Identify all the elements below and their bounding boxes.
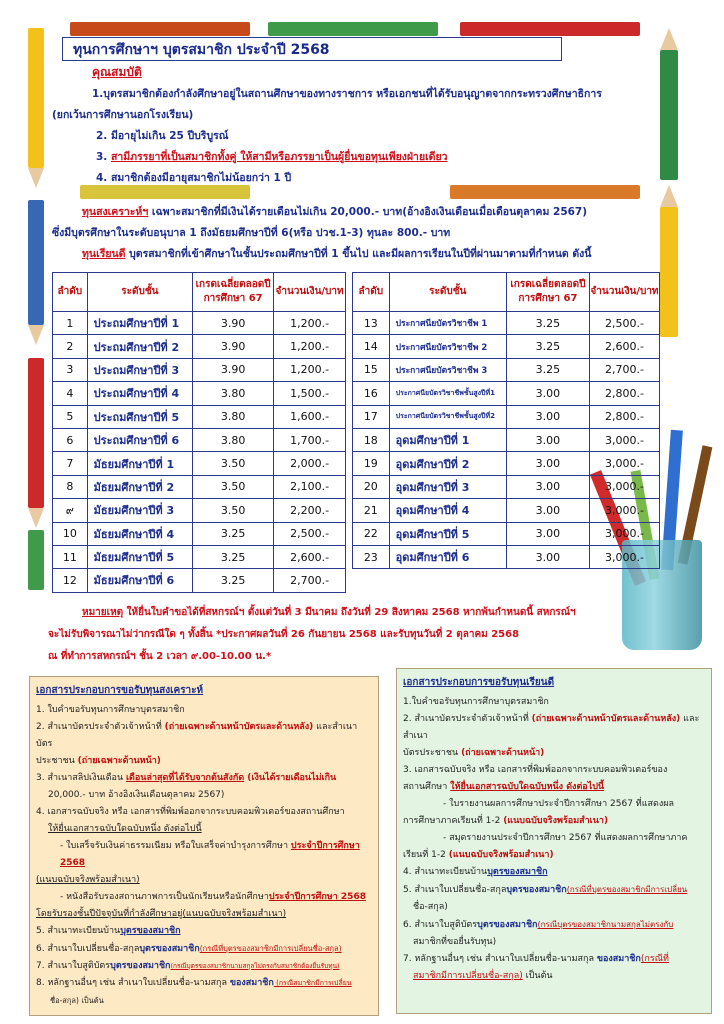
qualification-1: 1.บุตรสมาชิกต้องกำลังศึกษาอยู่ในสถานศึกษาของทางราชการ หรือเอกชนที่ได้รับอนุญาตจากกระทรวงศึกษาธิการ — [92, 88, 602, 100]
qualifications-heading: คุณสมบัติ — [92, 65, 142, 79]
scholar-doc-3-sub2-cont — [403, 847, 705, 864]
text: ประจำปีการศึกษา 2568 — [268, 892, 366, 902]
table-row — [53, 522, 346, 545]
cell-amount: 3,000.- — [589, 545, 659, 568]
cell-grade: 3.00 — [506, 405, 589, 428]
welfare-doc-8-cont: ชื่อ-สกุล) เป็นต้น — [50, 996, 104, 1005]
cell-no: 21 — [353, 499, 390, 522]
welfare-documents-box — [29, 676, 379, 1016]
cell-amount: 3,000.- — [589, 452, 659, 475]
cell-grade: 3.00 — [506, 522, 589, 545]
scholar-doc-4 — [403, 864, 705, 881]
qualification-3 — [96, 147, 448, 168]
scholar-doc-5 — [403, 881, 705, 899]
text: เป็นต้น — [522, 971, 553, 981]
scholarship-table-left — [52, 272, 346, 593]
cell-amount: 3,000.- — [589, 428, 659, 451]
text: บุตรของสมาชิก — [477, 920, 538, 930]
table-row — [53, 545, 346, 568]
scholar-doc-3-cont — [403, 779, 705, 796]
cell-level: อุดมศึกษาปีที่ 2 — [389, 452, 506, 475]
welfare-doc-4-sub2 — [36, 889, 372, 906]
cell-level: ประถมศึกษาปีที่ 5 — [87, 405, 192, 428]
scholar-doc-7-cont — [403, 968, 705, 985]
welfare-doc-2 — [36, 719, 372, 753]
cell-level: ประกาศนียบัตรวิชาชีพ 3 — [389, 358, 506, 381]
cell-level: อุดมศึกษาปีที่ 5 — [389, 522, 506, 545]
cell-no: 10 — [53, 522, 88, 545]
cell-amount: 2,800.- — [589, 382, 659, 405]
table-row — [53, 428, 346, 451]
pencil-decoration — [660, 50, 678, 180]
cell-level: ประถมศึกษาปีที่ 1 — [87, 312, 192, 335]
table-row — [353, 428, 660, 451]
welfare-line-1 — [82, 202, 587, 223]
cell-level: ประถมศึกษาปีที่ 3 — [87, 358, 192, 381]
cell-level: มัธยมศึกษาปีที่ 6 — [87, 569, 192, 592]
cell-grade: 3.90 — [193, 335, 274, 358]
welfare-doc-3-cont: 20,000.- บาท อ้างอิงเงินเดือนตุลาคม 2567) — [48, 790, 225, 800]
cell-no: 12 — [53, 569, 88, 592]
text: ของสมาชิก — [596, 954, 641, 964]
cell-level: ประกาศนียบัตรวิชาชีพชั้นสูงปีที่2 — [389, 405, 506, 428]
text: และสำเนาบัตร — [36, 722, 358, 749]
cell-level: มัธยมศึกษาปีที่ 4 — [87, 522, 192, 545]
page-title: ทุนการศึกษาฯ บุตรสมาชิก ประจำปี 2568 — [62, 37, 562, 61]
scholarship-documents-box — [396, 668, 712, 1014]
text: เดือนล่าสุดที่ได้รับจากต้นสังกัด — [125, 773, 245, 783]
welfare-doc-6 — [36, 940, 372, 958]
welfare-text: เฉพาะสมาชิกที่มีเงินได้รายเดือนไม่เกิน 20,000.- บาท(อ้างอิงเงินเดือนเมื่อเดือนตุลาคม 2567) — [148, 206, 588, 218]
qualification-1-cont: (ยกเว้นการศึกษานอกโรงเรียน) — [52, 109, 194, 121]
cell-grade: 3.25 — [506, 358, 589, 381]
scholarship-line — [82, 244, 591, 265]
welfare-doc-4-sub2-cont: โดยรับรองชั้นปีปัจจุบันที่กำลังศึกษาอยู่(แนบฉบับจริงพร้อมสำเนา) — [36, 909, 287, 919]
text: บุตรของสมาชิก — [139, 944, 200, 954]
pencil-decoration — [268, 22, 438, 36]
text: 6. สำเนาใบเปลี่ยนชื่อ-สกุล — [36, 944, 140, 954]
table-row — [53, 569, 346, 592]
text: การศึกษาภาคเรียนที่ 1-2 — [403, 816, 504, 826]
text: สถานศึกษา — [403, 782, 451, 792]
cell-amount: 2,000.- — [274, 452, 346, 475]
cell-grade: 3.00 — [506, 475, 589, 498]
text: 7. หลักฐานอื่นๆ เช่น สำเนาใบเปลี่ยนชื่อ-นามสกุล — [403, 954, 597, 964]
table-row — [353, 452, 660, 475]
table-row — [53, 452, 346, 475]
cell-no: 4 — [53, 382, 88, 405]
cell-amount: 2,600.- — [274, 545, 346, 568]
cell-level: ประถมศึกษาปีที่ 2 — [87, 335, 192, 358]
welfare-doc-5 — [36, 923, 372, 940]
table-row — [353, 405, 660, 428]
welfare-doc-8 — [36, 975, 372, 992]
cell-no: 17 — [353, 405, 390, 428]
pencil-decoration — [450, 185, 640, 199]
cell-amount: 2,500.- — [274, 522, 346, 545]
cell-amount: 2,500.- — [589, 312, 659, 335]
qualification-4: 4. สมาชิกต้องมีอายุสมาชิกไม่น้อยกว่า 1 ปี — [96, 172, 292, 184]
text: (กรณีบุตรของสมาชิกนามสกุลไม่ตรงกับสมาชิกต้องยื่นรับทุน) — [170, 962, 340, 970]
note-line-1 — [82, 602, 576, 623]
cell-amount: 1,200.- — [274, 312, 346, 335]
text: บุตรของสมาชิก — [487, 867, 548, 877]
cell-amount: 1,200.- — [274, 358, 346, 381]
cell-amount: 3,000.- — [589, 522, 659, 545]
cell-no: 11 — [53, 545, 88, 568]
cell-no: 6 — [53, 428, 88, 451]
cell-no: 14 — [353, 335, 390, 358]
cell-no: 3 — [53, 358, 88, 381]
scholar-docs-heading: เอกสารประกอบการขอรับทุนเรียนดี — [403, 677, 555, 688]
cell-amount: 2,100.- — [274, 475, 346, 498]
text: (ถ่ายเฉพาะด้านหน้า) — [77, 756, 161, 766]
welfare-line-2: ซึ่งมีบุตรศึกษาในระดับอนุบาล 1 ถึงมัธยมศึกษาปีที่ 6(หรือ ปวช.1-3) ทุนละ 800.- บาท — [52, 227, 451, 239]
col-grade: เกรดเฉลี่ยตลอดปีการศึกษา 67 — [193, 273, 274, 312]
text: (เงินได้รายเดือนไม่เกิน — [244, 773, 337, 783]
text: ของสมาชิก — [229, 978, 274, 988]
cell-grade: 3.00 — [506, 545, 589, 568]
welfare-doc-4-sub1-cont: (แนบฉบับจริงพร้อมสำเนา) — [36, 875, 140, 885]
table-row — [353, 499, 660, 522]
welfare-doc-4-sub1 — [36, 838, 372, 872]
text: (กรณีที่ — [640, 954, 669, 964]
pencil-decoration — [28, 200, 44, 325]
qualification-2: 2. มีอายุไม่เกิน 25 ปีบริบูรณ์ — [96, 130, 229, 142]
table-row — [353, 545, 660, 568]
cell-amount: 1,200.- — [274, 335, 346, 358]
cell-amount: 1,700.- — [274, 428, 346, 451]
qualification-3-text: สามีภรรยาที่เป็นสมาชิกทั้งคู่ ให้สามีหรือภรรยาเป็นผู้ยื่นขอทุนเพียงฝ่ายเดียว — [110, 151, 448, 163]
cell-amount: 3,000.- — [589, 499, 659, 522]
note-text-1: ให้ยื่นใบคำขอได้ที่สหกรณ์ฯ ตั้งแต่วันที่ 3 มีนาคม ถึงวันที่ 29 สิงหาคม 2568 หากพ้นกำหนดนี้ สหกรณ์ฯ — [123, 607, 576, 618]
cell-grade: 3.25 — [193, 569, 274, 592]
table-row — [353, 522, 660, 545]
text: 3. สำเนาสลิปเงินเดือน — [36, 773, 126, 783]
cell-grade: 3.90 — [193, 312, 274, 335]
table-row — [53, 335, 346, 358]
welfare-doc-2-cont — [36, 753, 372, 770]
cell-no: 22 — [353, 522, 390, 545]
cell-no: 13 — [353, 312, 390, 335]
table-row — [353, 312, 660, 335]
text: 8. หลักฐานอื่นๆ เช่น สำเนาใบเปลี่ยนชื่อ-นามสกุล — [36, 978, 230, 988]
welfare-label: ทุนสงเคราะห์ฯ — [82, 206, 149, 218]
text: 4. สำเนาทะเบียนบ้าน — [403, 867, 488, 877]
qualification-3-prefix: 3. — [96, 151, 111, 163]
text: (ถ่ายเฉพาะด้านหน้าบัตรและด้านหลัง) — [531, 714, 681, 724]
scholar-doc-5-cont: ชื่อ-สกุล) — [413, 902, 448, 912]
scholarship-table-right — [352, 272, 660, 569]
scholar-doc-2-cont — [403, 745, 705, 762]
text: (กรณีที่บุตรของสมาชิกมีการเปลี่ยนชื่อ-สกุล) — [199, 944, 342, 953]
table-row — [53, 475, 346, 498]
welfare-docs-heading: เอกสารประกอบการขอรับทุนสงเคราะห์ — [36, 685, 204, 696]
cell-no: 7 — [53, 452, 88, 475]
scholar-doc-3: 3. เอกสารฉบับจริง หรือ เอกสารที่พิมพ์ออกจากระบบคอมพิวเตอร์ของ — [403, 765, 668, 775]
cell-no: 18 — [353, 428, 390, 451]
scholarship-label: ทุนเรียนดี — [82, 248, 126, 260]
cell-grade: 3.00 — [506, 452, 589, 475]
cell-no: 8 — [53, 475, 88, 498]
cell-amount: 2,600.- — [589, 335, 659, 358]
welfare-doc-7 — [36, 958, 372, 975]
text: 2. สำเนาบัตรประจำตัวเจ้าหน้าที่ — [36, 722, 165, 732]
text: (ถ่ายเฉพาะด้านหน้าบัตรและด้านหลัง) — [164, 722, 314, 732]
text: 2. สำเนาบัตรประจำตัวเจ้าหน้าที่ — [403, 714, 532, 724]
table-row — [353, 358, 660, 381]
col-level: ระดับชั้น — [389, 273, 506, 312]
scholar-doc-6 — [403, 916, 705, 934]
col-amount: จำนวนเงิน/บาท — [589, 273, 659, 312]
col-no: ลำดับ — [353, 273, 390, 312]
cell-grade: 3.80 — [193, 405, 274, 428]
welfare-doc-3 — [36, 770, 372, 787]
text: 5. สำเนาใบเปลี่ยนชื่อ-สกุล — [403, 885, 507, 895]
cell-grade: 3.00 — [506, 428, 589, 451]
cell-level: ประถมศึกษาปีที่ 4 — [87, 382, 192, 405]
cell-level: ประกาศนียบัตรวิชาชีพ 2 — [389, 335, 506, 358]
cell-level: อุดมศึกษาปีที่ 1 — [389, 428, 506, 451]
text: (แนบฉบับจริงพร้อมสำเนา) — [503, 816, 609, 826]
text: 7. สำเนาใบสูติบัตร — [36, 961, 111, 971]
text: (กรณีบุตรของสมาชิกนามสกุลไม่ตรงกับ — [537, 920, 674, 929]
table-row — [353, 475, 660, 498]
cell-amount: 2,800.- — [589, 405, 659, 428]
text: (กรณีที่บุตรของสมาชิกมีการเปลี่ยน — [566, 885, 688, 894]
cell-no: 20 — [353, 475, 390, 498]
table-row — [53, 382, 346, 405]
cell-level: ประกาศนียบัตรวิชาชีพ 1 — [389, 312, 506, 335]
text: บัตรประชาชน — [403, 748, 462, 758]
text: บุตรของสมาชิก — [120, 926, 181, 936]
text: ประจำปีการศึกษา 2568 — [60, 841, 360, 868]
cell-grade: 3.50 — [193, 475, 274, 498]
cell-level: มัธยมศึกษาปีที่ 5 — [87, 545, 192, 568]
pencil-decoration — [660, 207, 678, 337]
text: ให้ยื่นเอกสารฉบับใดฉบับหนึ่ง ดังต่อไปนี้ — [450, 782, 605, 792]
cell-grade: 3.00 — [506, 382, 589, 405]
text: 5. สำเนาทะเบียนบ้าน — [36, 926, 121, 936]
cell-level: มัธยมศึกษาปีที่ 2 — [87, 475, 192, 498]
welfare-doc-4-cont: ให้ยื่นเอกสารฉบับใดฉบับหนึ่ง ดังต่อไปนี้ — [48, 824, 202, 834]
text: (กรณีสมาชิกมีการเปลี่ยน — [273, 979, 352, 987]
cell-amount: 2,700.- — [274, 569, 346, 592]
col-amount: จำนวนเงิน/บาท — [274, 273, 346, 312]
cell-grade: 3.80 — [193, 382, 274, 405]
cell-level: อุดมศึกษาปีที่ 6 — [389, 545, 506, 568]
text: 6. สำเนาใบสูติบัตร — [403, 920, 478, 930]
welfare-doc-1: 1. ใบคำขอรับทุนการศึกษาบุตรสมาชิก — [36, 705, 185, 715]
pencil-decoration — [28, 508, 44, 528]
pencil-decoration — [28, 168, 44, 188]
cell-no: 16 — [353, 382, 390, 405]
note-line-2: จะไม่รับพิจารณาไม่ว่ากรณีใด ๆ ทั้งสิ้น *ประกาศผลวันที่ 26 กันยายน 2568 และรับทุนวันที่ 2 ตุลาคม 2568 — [48, 629, 520, 640]
table-row — [53, 358, 346, 381]
note-label: หมายเหตุ — [82, 607, 124, 618]
pencil-decoration — [70, 22, 250, 36]
text: (แนบฉบับจริงพร้อมสำเนา) — [448, 850, 554, 860]
cell-grade: 3.90 — [193, 358, 274, 381]
cell-amount: 1,600.- — [274, 405, 346, 428]
cell-no: 15 — [353, 358, 390, 381]
text: - ใบเสร็จรับเงินค่าธรรมเนียม หรือใบเสร็จค่าบำรุงการศึกษา — [60, 841, 291, 851]
welfare-doc-4: 4. เอกสารฉบับจริง หรือ เอกสารที่พิมพ์ออกจากระบบคอมพิวเตอร์ของสถานศึกษา — [36, 807, 345, 817]
note-line-3: ณ ที่ทำการสหกรณ์ฯ ชั้น 2 เวลา ๙.00-10.00 น.* — [48, 651, 272, 662]
cell-amount: 1,500.- — [274, 382, 346, 405]
scholar-doc-3-sub2: - สมุดรายงานประจำปีการศึกษา 2567 ที่แสดงผลการศึกษาภาค — [443, 833, 688, 843]
scholar-doc-3-sub1: - ใบรายงานผลการศึกษาประจำปีการศึกษา 2567 ที่แสดงผล — [443, 799, 675, 809]
cell-no: ๙ — [53, 499, 88, 522]
cell-level: ประถมศึกษาปีที่ 6 — [87, 428, 192, 451]
cell-no: 23 — [353, 545, 390, 568]
cell-level: อุดมศึกษาปีที่ 3 — [389, 475, 506, 498]
pencil-decoration — [460, 22, 640, 36]
text: เรียนที่ 1-2 — [403, 850, 449, 860]
pencil-decoration — [28, 325, 44, 345]
cell-level: มัธยมศึกษาปีที่ 3 — [87, 499, 192, 522]
cell-no: 2 — [53, 335, 88, 358]
cell-level: อุดมศึกษาปีที่ 4 — [389, 499, 506, 522]
cell-level: มัธยมศึกษาปีที่ 1 — [87, 452, 192, 475]
cell-grade: 3.50 — [193, 452, 274, 475]
cell-level: ประกาศนียบัตรวิชาชีพชั้นสูงปีที่1 — [389, 382, 506, 405]
cell-grade: 3.25 — [193, 522, 274, 545]
cell-grade: 3.25 — [193, 545, 274, 568]
pencil-decoration — [28, 28, 44, 168]
text: สมาชิกมีการเปลี่ยนชื่อ-สกุล) — [413, 971, 523, 981]
pencil-decoration — [660, 28, 678, 50]
cell-amount: 2,200.- — [274, 499, 346, 522]
text: ประชาชน — [36, 756, 78, 766]
pencil-decoration — [660, 185, 678, 207]
cell-grade: 3.25 — [506, 335, 589, 358]
scholarship-text: บุตรสมาชิกที่เข้าศึกษาในชั้นประถมศึกษาปีที่ 1 ขึ้นไป และมีผลการเรียนในปีที่ผ่านมาตามที่กำหนด ดังนี้ — [125, 248, 592, 260]
table-row — [53, 312, 346, 335]
col-level: ระดับชั้น — [87, 273, 192, 312]
table-row — [53, 499, 346, 522]
cell-no: 5 — [53, 405, 88, 428]
text: - หนังสือรับรองสถานภาพการเป็นนักเรียนหรือนักศึกษา — [60, 892, 269, 902]
table-row — [353, 335, 660, 358]
col-grade: เกรดเฉลี่ยตลอดปีการศึกษา 67 — [506, 273, 589, 312]
cell-no: 19 — [353, 452, 390, 475]
cell-no: 1 — [53, 312, 88, 335]
cell-grade: 3.25 — [506, 312, 589, 335]
text: และสำเนา — [403, 714, 700, 741]
cell-amount: 2,700.- — [589, 358, 659, 381]
cell-grade: 3.50 — [193, 499, 274, 522]
table-row — [353, 382, 660, 405]
pencil-decoration — [28, 530, 44, 590]
text: บุตรของสมาชิก — [506, 885, 567, 895]
text: บุตรของสมาชิก — [110, 961, 171, 971]
scholar-doc-2 — [403, 711, 705, 745]
table-row — [53, 405, 346, 428]
col-no: ลำดับ — [53, 273, 88, 312]
cell-amount: 3,000.- — [589, 475, 659, 498]
scholar-doc-3-sub1-cont — [403, 813, 705, 830]
cell-grade: 3.80 — [193, 428, 274, 451]
cell-grade: 3.00 — [506, 499, 589, 522]
scholar-doc-6-cont: สมาชิกที่ขอยื่นรับทุน) — [413, 937, 497, 947]
scholar-doc-7 — [403, 951, 705, 968]
text: (ถ่ายเฉพาะด้านหน้า) — [461, 748, 545, 758]
scholar-doc-1: 1.ใบคำขอรับทุนการศึกษาบุตรสมาชิก — [403, 697, 549, 707]
pencil-decoration — [28, 358, 44, 508]
